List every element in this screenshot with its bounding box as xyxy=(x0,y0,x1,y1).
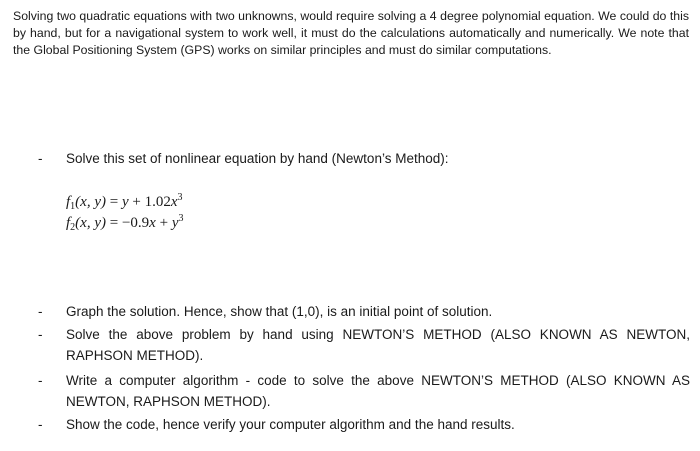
intro-paragraph: Solving two quadratic equations with two unknowns, would require solving a 4 degree polynomial equation. We could do this by hand, but for a navigational system to work well, it must do the calculations automatically and numerically. We note that the Global Positioning System (GPS) works on similar principles and must do similar computations. xyxy=(13,9,689,57)
eq-fn-index: 2 xyxy=(70,222,76,233)
eq-fn-name: f xyxy=(66,194,71,210)
eq-args: (x, y) xyxy=(75,194,106,210)
task-text: Write a computer algorithm - code to solve the above NEWTON’S METHOD (ALSO KNOWN AS NEWTON, RAPHSON METHOD). xyxy=(66,373,690,409)
bullet-dash: - xyxy=(38,304,43,319)
task-text: Solve the above problem by hand using NEWTON’S METHOD (ALSO KNOWN AS NEWTON, RAPHSON METHOD). xyxy=(66,327,690,363)
eq-coefficient: −0.9 xyxy=(121,215,150,231)
eq-operator: + xyxy=(155,215,172,231)
bullet-dash: - xyxy=(38,327,43,342)
bullet-dash: - xyxy=(38,373,43,388)
eq-term: y xyxy=(121,194,129,210)
eq-exponent: 3 xyxy=(178,213,184,224)
eq-operator: + xyxy=(128,194,145,210)
task-text: Solve this set of nonlinear equation by hand (Newton’s Method): xyxy=(66,151,449,166)
eq-equals: = xyxy=(105,215,122,231)
bullet-dash: - xyxy=(38,151,43,166)
eq-args: (x, y) xyxy=(75,215,106,231)
eq-equals: = xyxy=(105,194,122,210)
eq-fn-index: 1 xyxy=(70,201,76,212)
eq-fn-name: f xyxy=(66,215,71,231)
equation-f2 xyxy=(66,209,183,238)
eq-coefficient: 1.02 xyxy=(144,194,171,210)
eq-variable: x xyxy=(170,194,178,210)
bullet-dash: - xyxy=(38,417,43,432)
eq-exponent: 3 xyxy=(177,192,183,203)
task-text: Graph the solution. Hence, show that (1,0), is an initial point of solution. xyxy=(66,304,493,319)
eq-term: y xyxy=(171,215,179,231)
task-text: Show the code, hence verify your computer algorithm and the hand results. xyxy=(66,417,515,432)
eq-variable: x xyxy=(149,215,156,231)
